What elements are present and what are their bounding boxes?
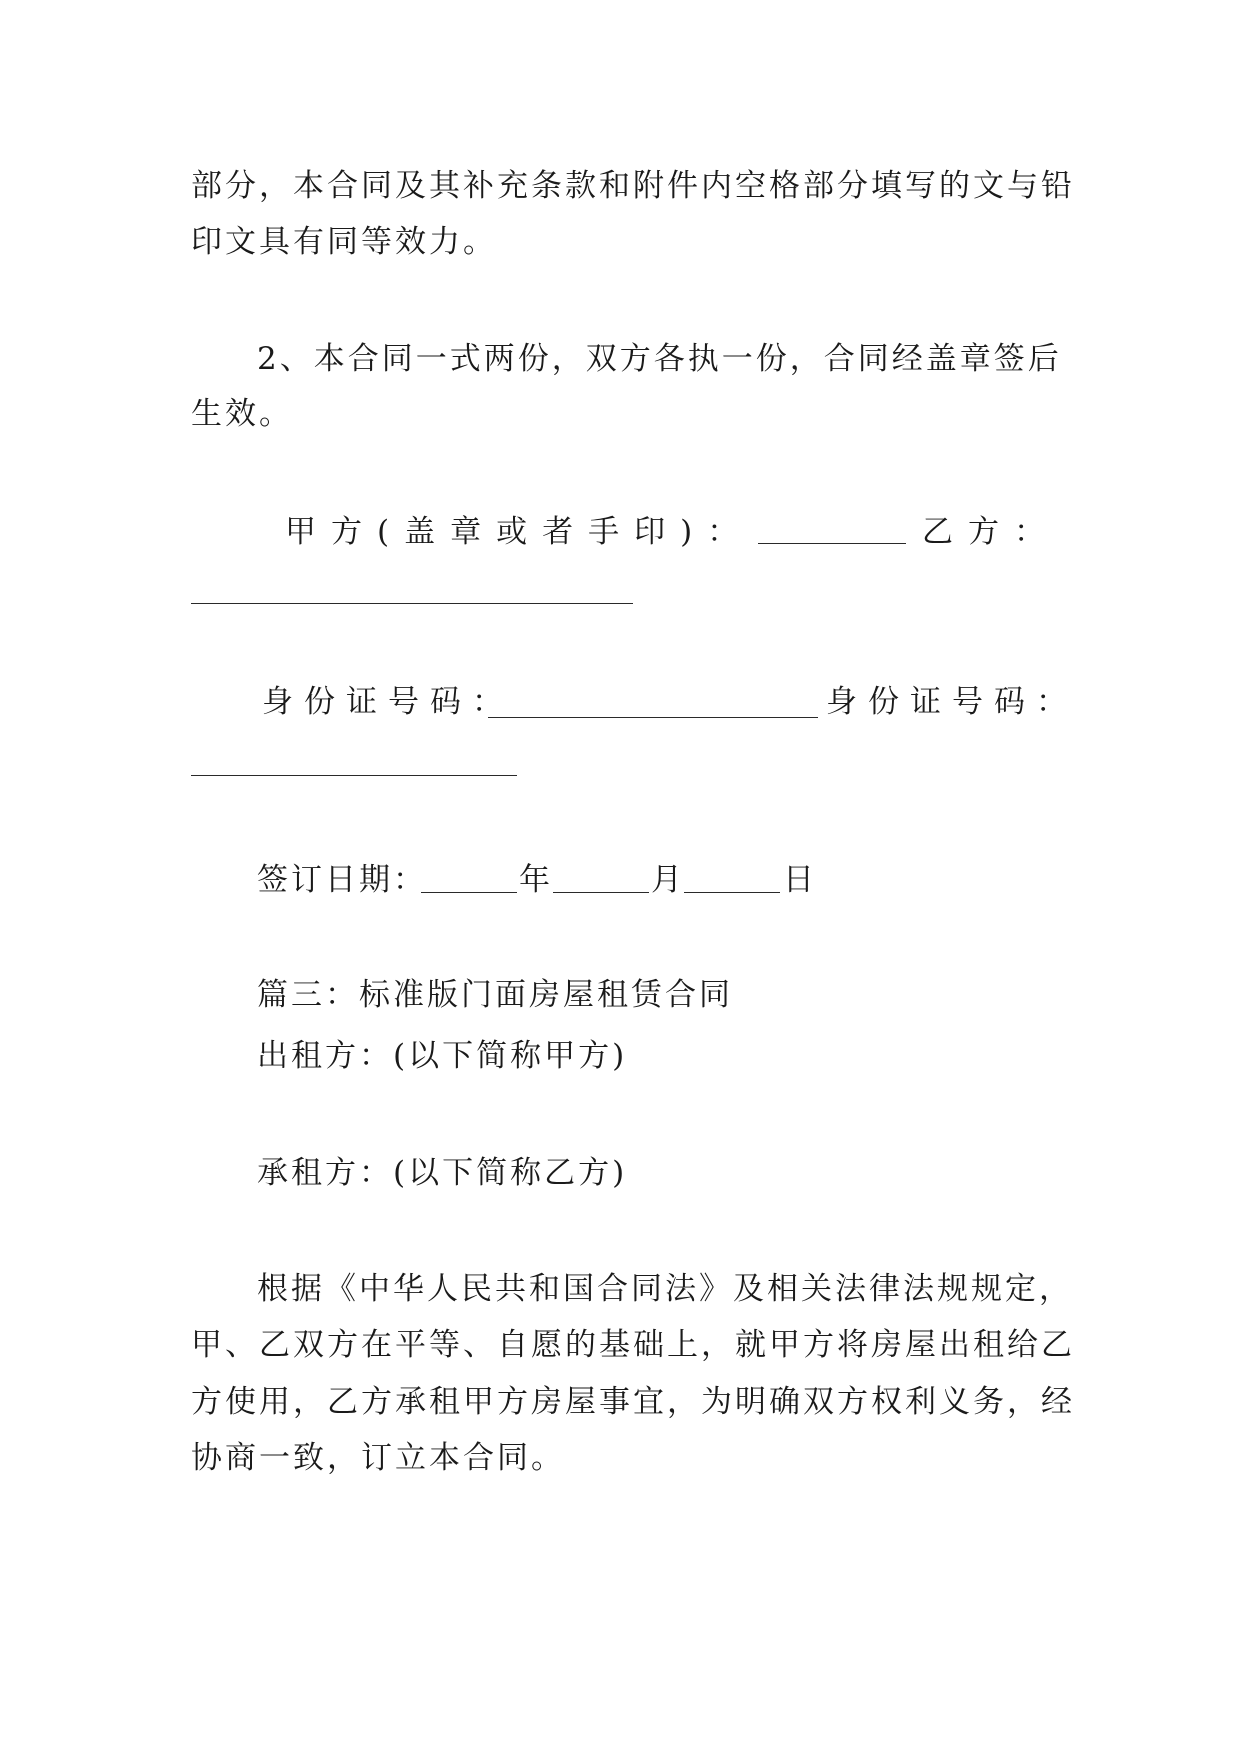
year-blank xyxy=(421,892,517,893)
party-a-blank xyxy=(758,543,906,544)
paragraph-1-line-1: 部分，本合同及其补充条款和附件内空格部分填写的文与铅 xyxy=(191,168,1075,204)
intro-line-2: 甲、乙双方在平等、自愿的基础上，就甲方将房屋出租给乙 xyxy=(191,1327,1075,1363)
lessee-line: 承租方：(以下简称乙方) xyxy=(257,1155,628,1191)
lessor-line: 出租方：(以下简称甲方) xyxy=(257,1038,628,1074)
month-blank xyxy=(553,892,649,893)
paragraph-2-line-2: 生效。 xyxy=(191,396,293,432)
intro-line-1: 根据《中华人民共和国合同法》及相关法律法规规定， xyxy=(257,1271,1073,1307)
day-label: 日 xyxy=(783,862,817,898)
intro-line-4: 协商一致，订立本合同。 xyxy=(191,1440,565,1476)
id-label-a: 身份证号码： xyxy=(262,684,514,720)
party-b-blank xyxy=(191,603,633,604)
id-blank-a xyxy=(488,717,818,718)
id-blank-b xyxy=(191,775,517,776)
paragraph-1-line-2: 印文具有同等效力。 xyxy=(191,224,497,260)
section-3-title: 篇三：标准版门面房屋租赁合同 xyxy=(257,977,733,1013)
day-blank xyxy=(684,892,780,893)
month-label: 月 xyxy=(651,862,685,898)
party-b-label: 乙方： xyxy=(922,514,1060,550)
date-label: 签订日期： xyxy=(257,862,427,898)
paragraph-2-line-1: 2、本合同一式两份，双方各执一份，合同经盖章签后 xyxy=(257,341,1062,377)
intro-line-3: 方使用，乙方承租甲方房屋事宜，为明确双方权利义务，经 xyxy=(191,1384,1075,1420)
year-label: 年 xyxy=(519,862,553,898)
party-a-label: 甲方(盖章或者手印)： xyxy=(285,514,754,550)
id-label-b: 身份证号码： xyxy=(826,684,1078,720)
